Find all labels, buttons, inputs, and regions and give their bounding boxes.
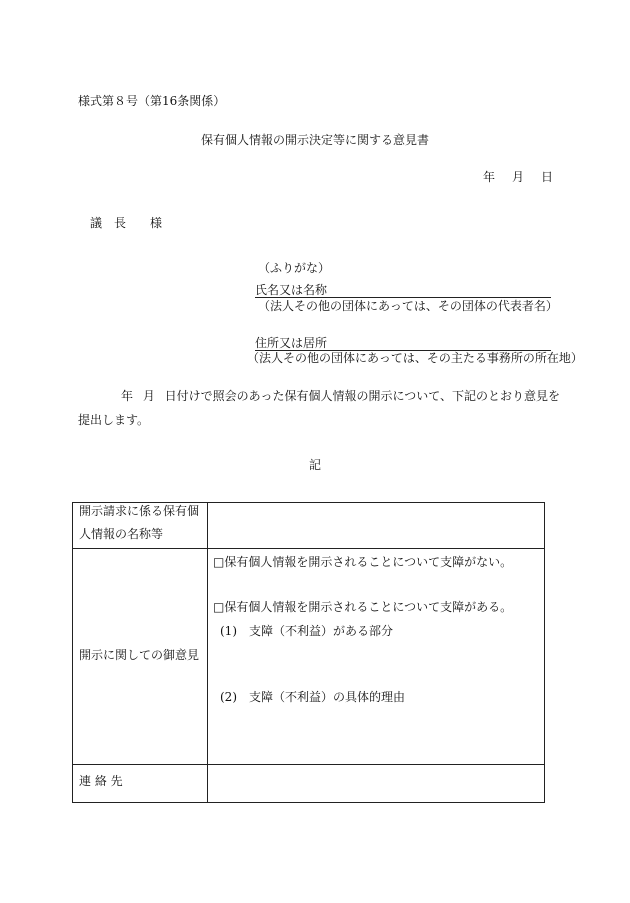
request-name-label-line-1: 開示請求に係る保有個 <box>79 504 200 518</box>
address-label: 住所又は居所 <box>255 336 328 350</box>
issue-item-1: (1) 支障（不利益）がある部分 <box>220 624 393 638</box>
name-underline <box>255 297 551 298</box>
table-cell-contact-label <box>73 765 208 802</box>
body-line-2: 提出します。 <box>78 413 150 427</box>
addressee: 議 長 様 <box>90 216 163 230</box>
table-cell-request-name-value <box>208 503 544 549</box>
contact-label: 連 絡 先 <box>79 774 123 788</box>
date-day-label: 日 <box>541 170 554 184</box>
opinion-table <box>72 502 545 803</box>
option-issue: □保有個人情報を開示されることについて支障がある。 <box>213 600 513 614</box>
ki-heading: 記 <box>308 458 321 472</box>
option-no-issue: □保有個人情報を開示されることについて支障がない。 <box>213 555 513 569</box>
table-cell-opinion-label <box>73 549 208 765</box>
table-cell-contact-value <box>208 765 544 802</box>
date-month-label: 月 <box>512 170 525 184</box>
table-cell-request-name-label <box>73 503 208 549</box>
request-name-label-line-2: 人情報の名称等 <box>79 527 164 541</box>
body-line-1: 年 月 日付けで照会のあった保有個人情報の開示について、下記のとおり意見を <box>121 389 561 403</box>
document-title: 保有個人情報の開示決定等に関する意見書 <box>200 133 429 147</box>
address-note: （法人その他の団体にあっては、その主たる事務所の所在地） <box>247 351 583 365</box>
form-number: 様式第８号（第16条関係） <box>78 94 226 108</box>
opinion-label: 開示に関しての御意見 <box>79 648 200 662</box>
name-note: （法人その他の団体にあっては、その団体の代表者名） <box>258 299 558 313</box>
furigana-label: （ふりがな） <box>258 261 331 275</box>
name-label: 氏名又は名称 <box>255 283 328 297</box>
issue-item-2: (2) 支障（不利益）の具体的理由 <box>220 690 405 704</box>
date-year-label: 年 <box>483 170 496 184</box>
table-cell-opinion-value <box>208 549 544 765</box>
